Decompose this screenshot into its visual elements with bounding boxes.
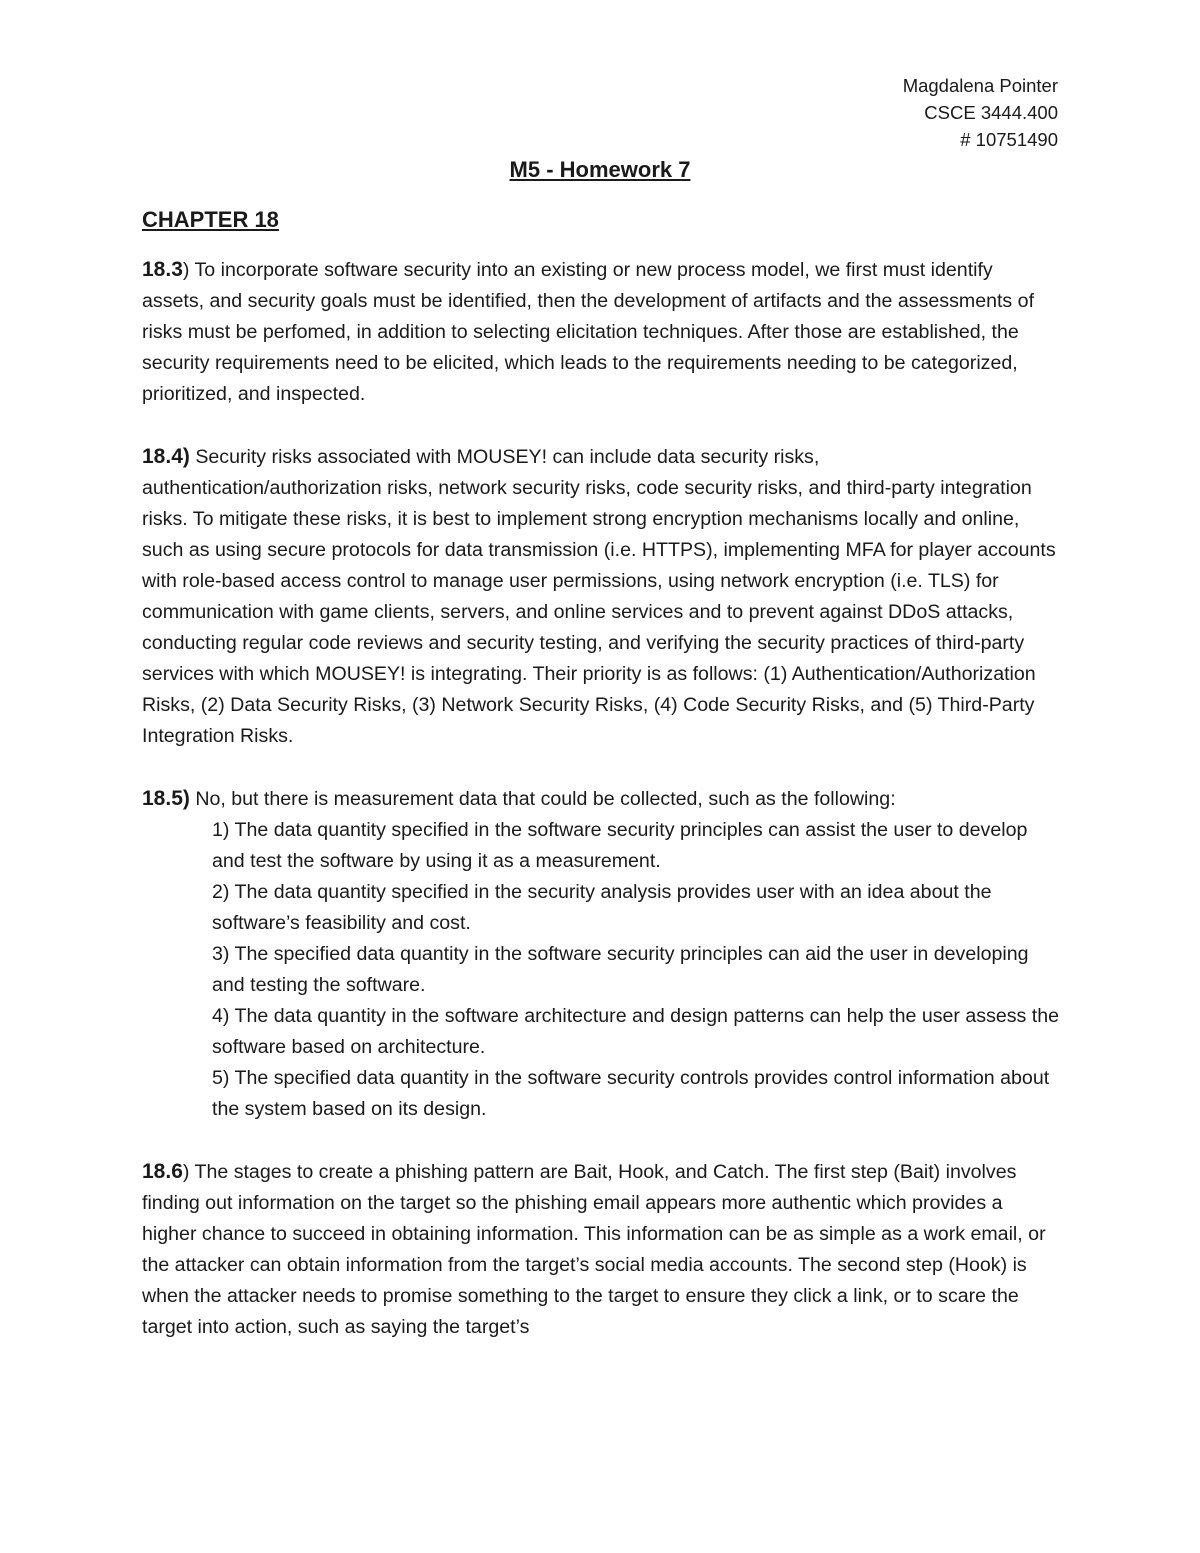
student-id: # 10751490: [960, 129, 1058, 150]
answer-18-4: [142, 441, 1060, 752]
list-item: 4) The data quantity in the software architecture and design patterns can help the user assess the software based on architecture.: [212, 1005, 1060, 1058]
document-body: [142, 254, 1060, 1343]
answer-text: No, but there is measurement data that could be collected, such as the following:: [189, 788, 896, 810]
list-item: 2) The data quantity specified in the security analysis provides user with an idea about the software’s feasibility and cost.: [212, 881, 992, 934]
paragraph-spacer: [142, 410, 1060, 441]
paragraph-spacer: [142, 1125, 1060, 1156]
answer-18-5: [142, 783, 1060, 815]
course-code: CSCE 3444.400: [924, 102, 1058, 123]
question-number: 18.5): [142, 787, 190, 810]
list-item: 1) The data quantity specified in the software security principles can assist the user to develop and test the software by using it as a measurement.: [212, 819, 1028, 872]
author-header: [903, 72, 1058, 153]
answer-text: ) To incorporate software security into an existing or new process model, we first must identify assets, and security goals must be identified, then the development of artifacts and the assessments of risks must be perfomed, in addition to selecting elicitation techniques. After those are established, the security requirements need to be elicited, which leads to the requirements needing to be categorized, prioritized, and inspected.: [142, 259, 1035, 405]
author-name: Magdalena Pointer: [902, 75, 1058, 96]
document-title: M5 - Homework 7: [509, 157, 691, 182]
answer-18-6: [142, 1156, 1060, 1343]
list-item: 3) The specified data quantity in the software security principles can aid the user in developing and testing the software.: [212, 943, 1029, 996]
measurement-list: [142, 815, 1060, 1125]
list-item: 5) The specified data quantity in the software security controls provides control information about the system based on its design.: [212, 1067, 1050, 1120]
answer-18-3: [142, 254, 1060, 410]
paragraph-spacer: [142, 752, 1060, 783]
question-number: 18.3: [142, 258, 183, 281]
answer-text: ) The stages to create a phishing pattern are Bait, Hook, and Catch. The first step (Bait) involves finding out information on the target so the phishing email appears more authentic which provides a higher chance to succeed in obtaining information. This information can be as simple as a work email, or the attacker can obtain information from the target’s social media accounts. The second step (Hook) is when the attacker needs to promise something to the target to ensure they click a link, or to scare the target into action, such as saying the target’s: [142, 1161, 1046, 1338]
answer-text: Security risks associated with MOUSEY! can include data security risks, authentication/authorization risks, network security risks, code security risks, and third-party integration risks. To mitigate these risks, it is best to implement strong encryption mechanisms locally and online, such as using secure protocols for data transmission (i.e. HTTPS), implementing MFA for player accounts with role-based access control to manage user permissions, using network encryption (i.e. TLS) for communication with game clients, servers, and online services and to prevent against DDoS attacks, conducting regular code reviews and security testing, and verifying the security practices of third-party services with which MOUSEY! is integrating. Their priority is as follows: (1) Authentication/Authorization Risks, (2) Data Security Risks, (3) Network Security Risks, (4) Code Security Risks, and (5) Third-Party Integration Risks.: [142, 446, 1056, 747]
question-number: 18.6: [142, 1160, 183, 1183]
question-number: 18.4): [142, 445, 190, 468]
chapter-heading: CHAPTER 18: [142, 207, 279, 232]
